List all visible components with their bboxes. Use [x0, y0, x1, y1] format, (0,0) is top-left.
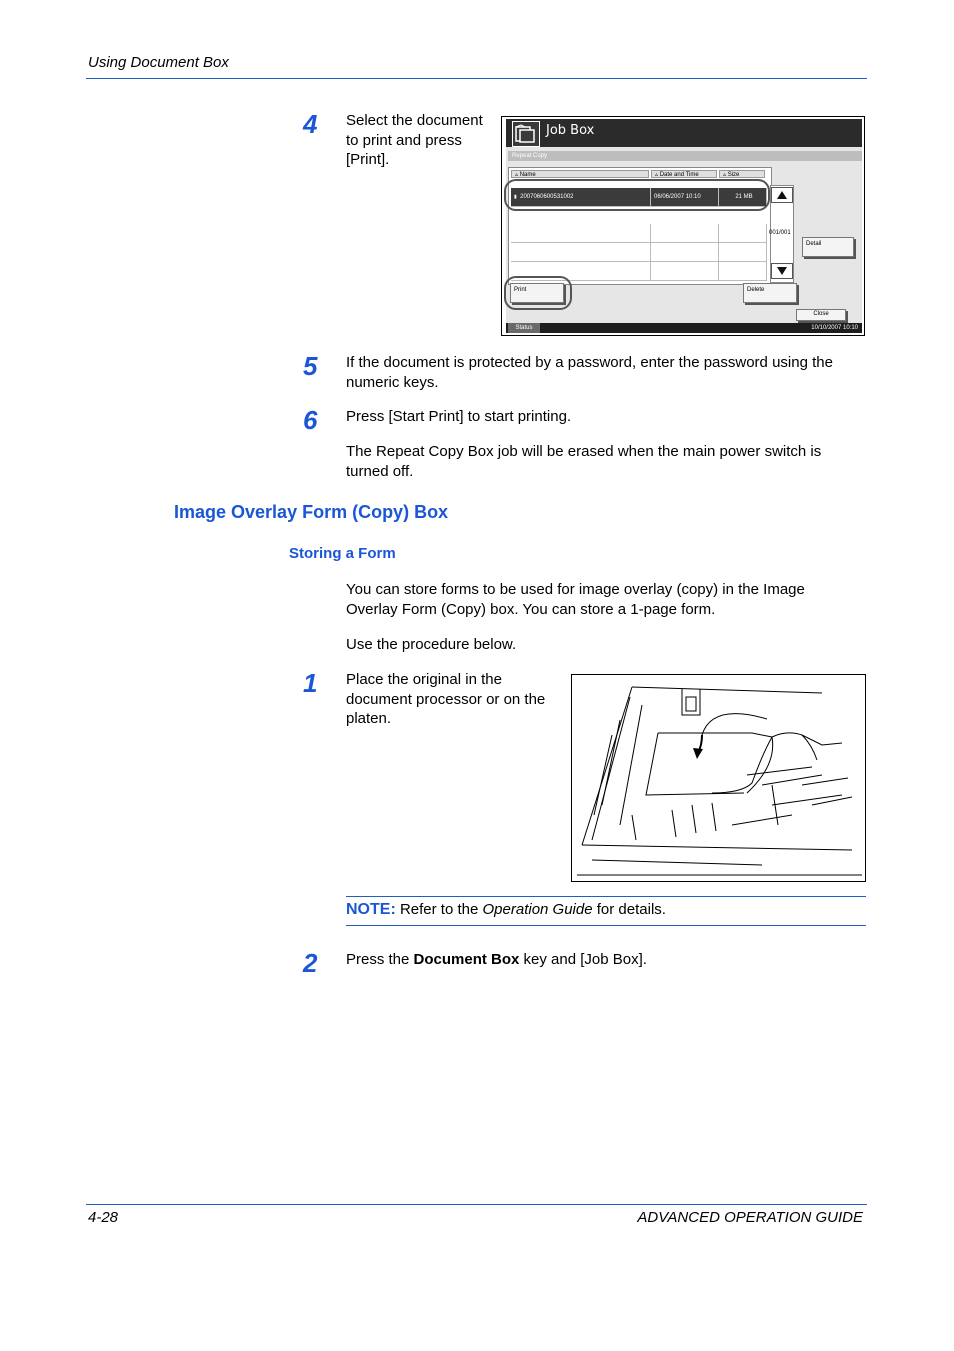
- running-header: Using Document Box: [88, 54, 229, 71]
- note-box: [346, 900, 666, 920]
- step-2-text-post: key and [Job Box].: [519, 951, 647, 968]
- job-box-folder-icon: [512, 121, 540, 147]
- step-number-5: 5: [303, 351, 318, 381]
- job-row-empty[interactable]: [511, 243, 767, 262]
- job-box-screen: [501, 116, 865, 336]
- step-6-text: Press [Start Print] to start printing.: [346, 408, 572, 425]
- section-intro: You can store forms to be used for image overlay (copy) in the Image Overlay Form (Copy) box. You can store a 1-page form.: [346, 581, 805, 618]
- print-highlight-oval: [504, 276, 572, 310]
- note-top-rule: [346, 896, 866, 897]
- step-number-6: 6: [303, 405, 318, 435]
- footer-rule: [86, 1204, 867, 1205]
- step-number-2: 2: [303, 948, 318, 978]
- original-on-platen-drawing: [572, 675, 865, 881]
- step-number-1: 1: [303, 668, 318, 698]
- subsection-heading: Storing a Form: [289, 545, 396, 562]
- step-2-text: [346, 950, 647, 970]
- step-2-text-bold: Document Box: [413, 951, 520, 968]
- screen-title: Job Box: [546, 123, 595, 138]
- step-4-text: Select the document to print and press [Print].: [346, 112, 483, 168]
- screen-title-bar: [506, 119, 862, 147]
- job-row-date: 06/06/2007 10:10: [651, 188, 719, 206]
- job-row-name: 2007060600531002: [520, 194, 574, 200]
- detail-button[interactable]: Detail: [802, 237, 854, 257]
- column-header-size[interactable]: ▵ Size: [719, 170, 765, 178]
- page-number: 4-28: [88, 1209, 119, 1226]
- step-number-4: 4: [303, 109, 318, 139]
- step-2-text-pre: Press the: [346, 951, 414, 968]
- delete-button[interactable]: Delete: [743, 283, 797, 303]
- page-counter: 001/001: [769, 230, 791, 236]
- job-row-selected[interactable]: ▮ 2007060600531002 06/06/2007 10:10 21 MB: [511, 188, 767, 207]
- job-row-size: 21 MB: [719, 188, 767, 206]
- step-5-text: If the document is protected by a password, enter the password using the numeric keys.: [346, 354, 833, 391]
- step-1-text: Place the original in the document processor or on the platen.: [346, 671, 546, 727]
- print-button[interactable]: Print: [510, 283, 564, 303]
- column-header-date[interactable]: ▵ Date and Time: [651, 170, 717, 178]
- note-text-italic: Operation Guide: [482, 901, 593, 918]
- note-label: NOTE:: [346, 901, 396, 918]
- screen-subtitle: Repeat Copy: [508, 151, 862, 161]
- procedure-text: Use the procedure below.: [346, 636, 517, 653]
- status-datetime: 10/10/2007 10:10: [811, 325, 858, 331]
- platen-illustration: [571, 674, 866, 882]
- note-bottom-rule: [346, 925, 866, 926]
- header-rule: [86, 78, 867, 79]
- selection-highlight-oval: [504, 179, 770, 211]
- column-header-name[interactable]: ▵ Name: [511, 170, 649, 178]
- note-text-post: for details.: [592, 901, 666, 918]
- note-text-pre: Refer to the: [399, 901, 483, 918]
- step-6-note: The Repeat Copy Box job will be erased when the main power switch is turned off.: [346, 443, 822, 480]
- scroll-up-button[interactable]: [771, 187, 793, 203]
- section-heading: Image Overlay Form (Copy) Box: [174, 502, 449, 522]
- close-button[interactable]: Close: [796, 309, 846, 321]
- guide-title: ADVANCED OPERATION GUIDE: [637, 1209, 863, 1226]
- scroll-down-button[interactable]: [771, 263, 793, 279]
- status-bar: [506, 323, 862, 333]
- status-button[interactable]: Status: [508, 323, 540, 333]
- job-row-empty[interactable]: [511, 224, 767, 243]
